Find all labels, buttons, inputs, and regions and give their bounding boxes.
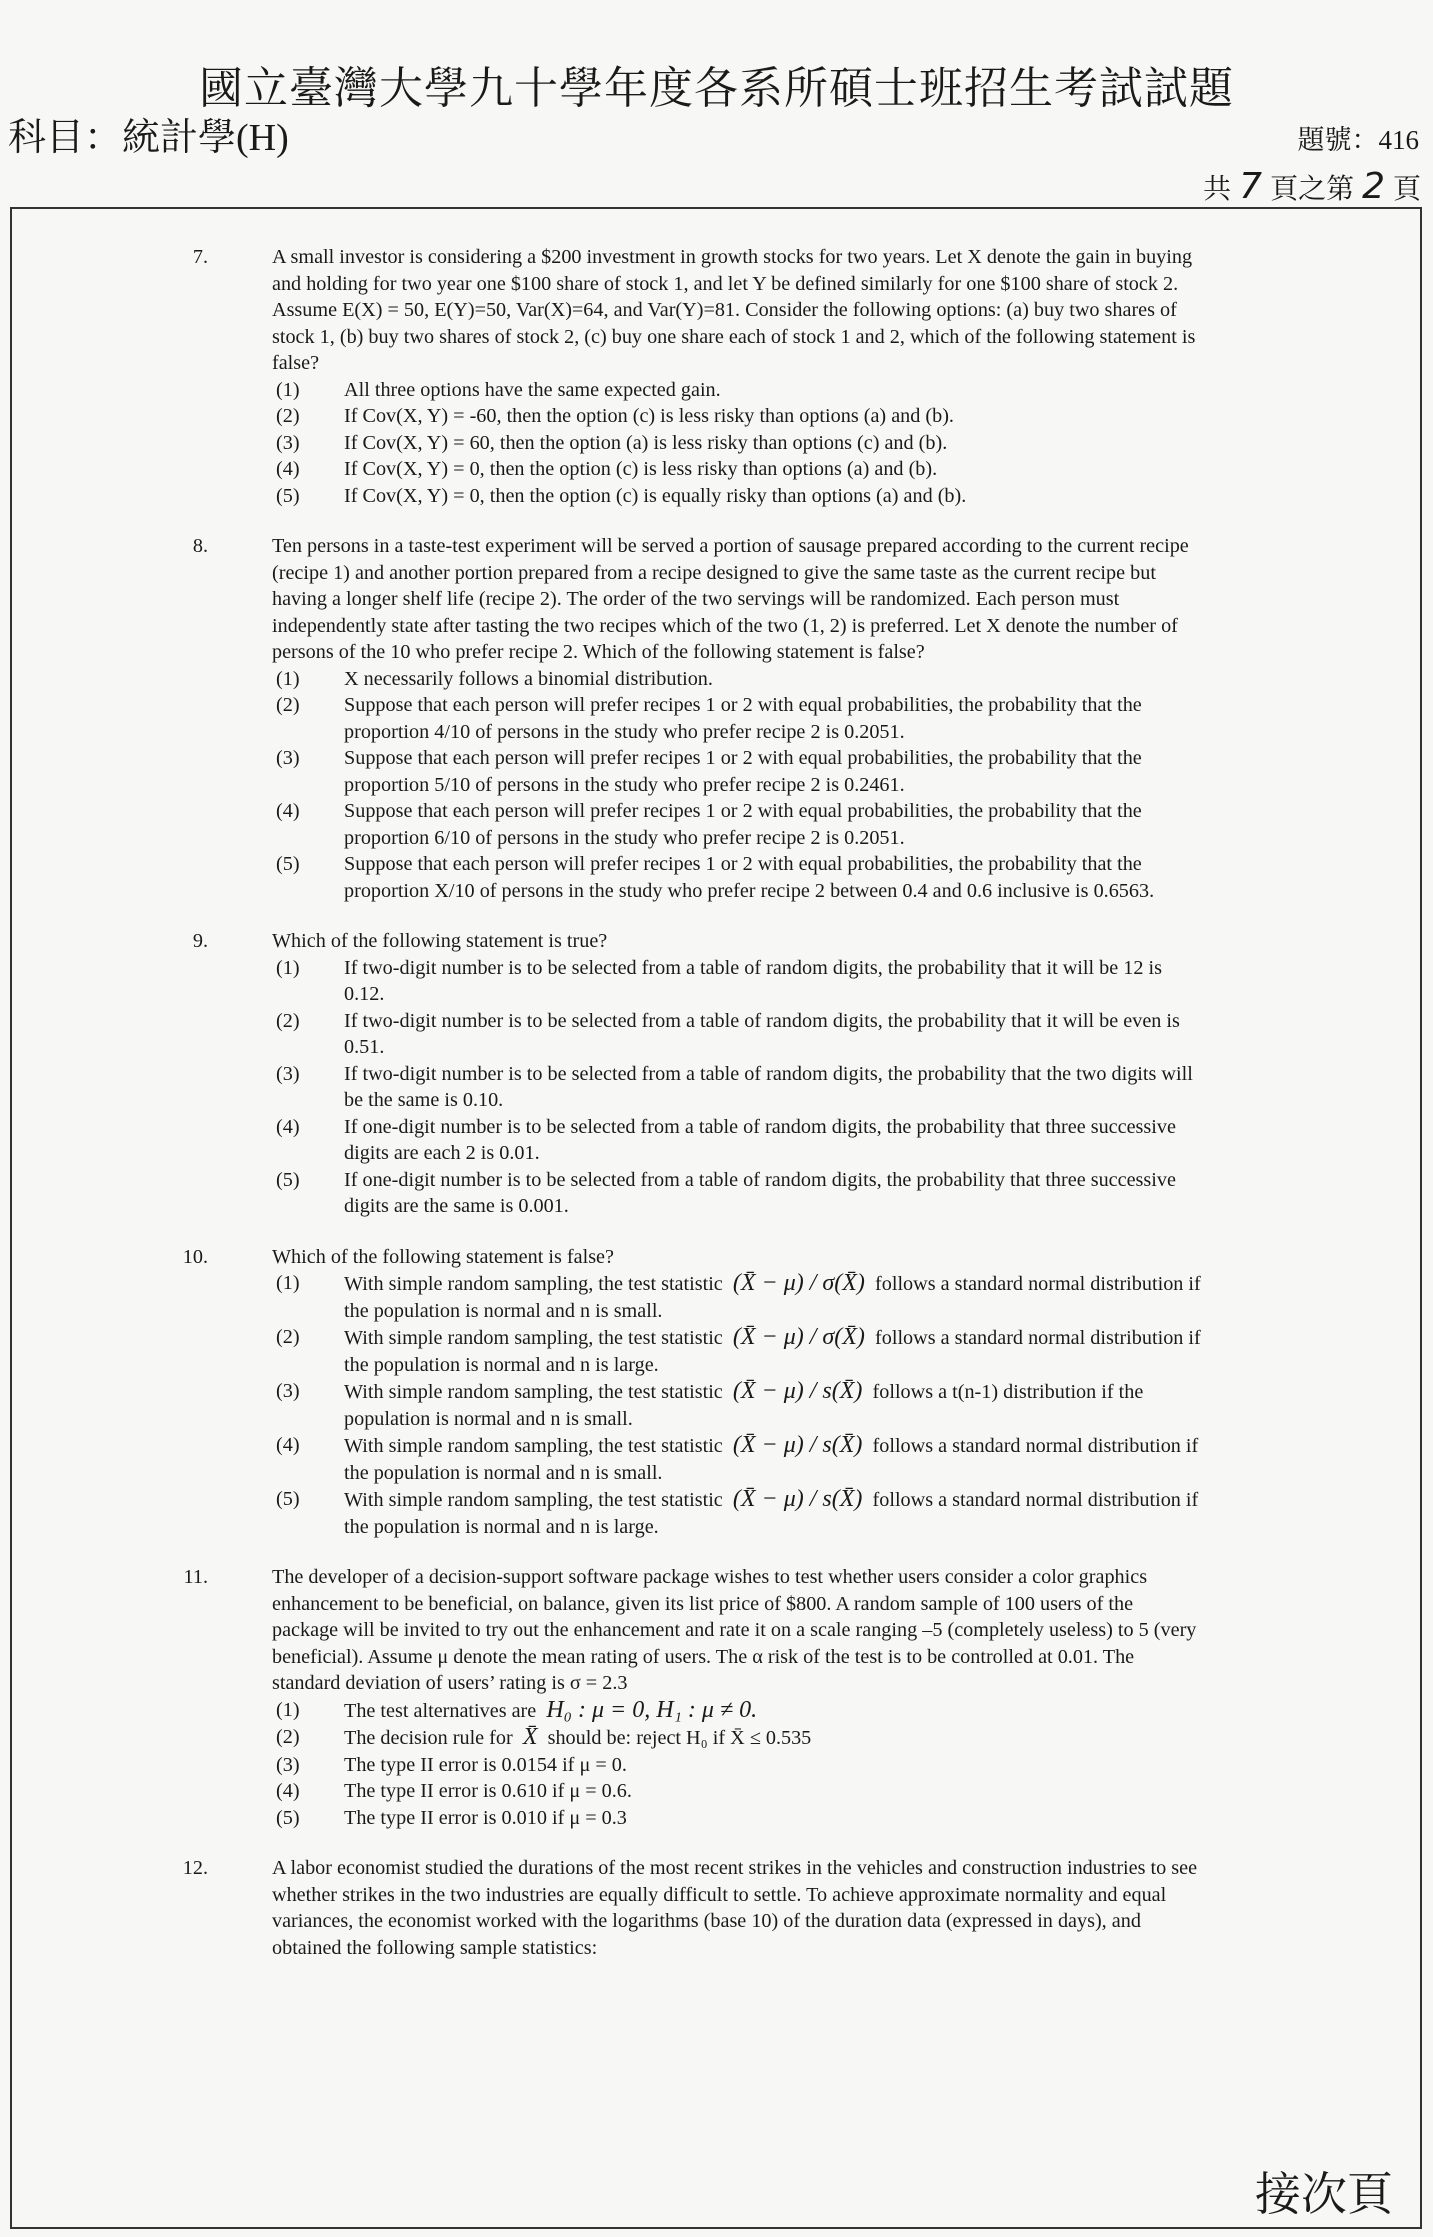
option-text-with-formula: [344, 1378, 1202, 1432]
option-text: Suppose that each person will prefer recipes 1 or 2 with equal probabilities, the probability that the proportion X/10 of persons in the study who prefer recipe 2 between 0.4 and 0.6 inclusive is 0.6563.: [344, 853, 1155, 902]
option-number: (3): [276, 1062, 300, 1085]
option-number: (5): [276, 1168, 300, 1191]
option-number: (2): [276, 405, 300, 427]
option-number: (1): [276, 1698, 300, 1721]
option-text: If Cov(X, Y) = 0, then the option (c) is less risky than options (a) and (b).: [344, 458, 938, 480]
option-number: (5): [276, 484, 300, 507]
option-text-with-formula: [344, 1697, 1202, 1725]
question-10: [182, 1244, 1202, 1541]
option-number: (2): [276, 694, 300, 716]
option-number: (1): [276, 667, 300, 690]
option-text-pre: With simple random sampling, the test statistic: [344, 1327, 723, 1349]
option-item: [276, 745, 1202, 798]
option-number: (5): [276, 1488, 300, 1510]
questions-list: [182, 244, 1202, 1985]
option-text: The type II error is 0.0154 if μ = 0.: [344, 1753, 627, 1776]
question-stem: Which of the following statement is true?: [272, 930, 608, 952]
option-number: (3): [276, 431, 300, 454]
option-text: If two-digit number is to be selected from a table of random digits, the probability that it will be 12 is 0.12.: [344, 956, 1162, 1005]
option-text: The type II error is 0.610 if μ = 0.6.: [344, 1780, 632, 1802]
option-item: [276, 403, 1202, 430]
option-item: [276, 1778, 1202, 1805]
option-number: (4): [276, 458, 300, 480]
question-number-label: 9.: [192, 930, 208, 952]
option-item: [276, 1697, 1202, 1725]
option-item: [276, 851, 1202, 904]
question-number-label: 8.: [192, 535, 208, 557]
option-item: [276, 692, 1202, 745]
formula: X̄: [522, 1724, 538, 1750]
option-text: If Cov(X, Y) = -60, then the option (c) is less risky than options (a) and (b).: [344, 405, 954, 427]
continue-note: 接次頁: [1255, 2167, 1393, 2221]
formula: (X̄ − μ) / s(X̄): [732, 1378, 863, 1404]
option-item: [276, 1270, 1202, 1324]
page-current: 2: [1362, 166, 1385, 207]
exam-title: 國立臺灣大學九十學年度各系所碩士班招生考試試題: [199, 64, 1234, 113]
option-text: If two-digit number is to be selected from a table of random digits, the probability that it will be even is 0.51.: [344, 1009, 1180, 1058]
option-text-post: follows a standard normal distribution if the population is normal and n is small.: [344, 1435, 1199, 1484]
question-number-label: 10.: [182, 1245, 208, 1268]
option-text-with-formula: [344, 1432, 1202, 1486]
option-item: [276, 666, 1202, 693]
question-number: 題號：416: [1297, 125, 1419, 155]
option-text-post: follows a standard normal distribution if the population is normal and n is large.: [344, 1489, 1199, 1538]
page-suffix: 頁: [1392, 174, 1421, 205]
option-text-post: should be: reject H₀ if X̄ ≤ 0.535: [547, 1727, 812, 1749]
option-text: Suppose that each person will prefer recipes 1 or 2 with equal probabilities, the probability that the proportion 5/10 of persons in the study who prefer recipe 2 is 0.2461.: [344, 747, 1142, 796]
question-number-label: 7.: [192, 246, 208, 268]
option-item: [276, 430, 1202, 457]
option-text: If Cov(X, Y) = 60, then the option (a) is less risky than options (c) and (b).: [344, 431, 948, 454]
option-text-post: follows a standard normal distribution if the population is normal and n is small.: [344, 1273, 1201, 1322]
question-stem: A small investor is considering a $200 investment in growth stocks for two years. Let X denote the gain in buying and holding for two year one $100 share of stock 1, and let Y be defined similarly for one $100 share of stock 2. Assume E(X) = 50, E(Y)=50, Var(X)=64, and Var(Y)=81. Consider the following options: (a) buy two shares of stock 1, (b) buy two shares of stock 2, (c) buy one share each of stock 1 and 2, which of the following statement is false?: [272, 246, 1196, 374]
option-text: If one-digit number is to be selected from a table of random digits, the probability that three successive digits are each 2 is 0.01.: [344, 1115, 1176, 1164]
option-text: If two-digit number is to be selected from a table of random digits, the probability that the two digits will be the same is 0.10.: [344, 1062, 1193, 1111]
option-text-pre: With simple random sampling, the test statistic: [344, 1489, 723, 1511]
option-text-pre: The decision rule for: [344, 1727, 513, 1749]
option-item: [276, 456, 1202, 483]
option-text: Suppose that each person will prefer recipes 1 or 2 with equal probabilities, the probability that the proportion 4/10 of persons in the study who prefer recipe 2 is 0.2051.: [344, 694, 1142, 743]
option-number: (2): [276, 1009, 300, 1032]
question-9: [192, 928, 1202, 1220]
option-number: (5): [276, 1806, 300, 1829]
option-item: [276, 1486, 1202, 1540]
formula: (X̄ − μ) / s(X̄): [732, 1432, 863, 1458]
option-number: (1): [276, 956, 300, 979]
option-item: [276, 798, 1202, 851]
question-stem: Ten persons in a taste-test experiment will be served a portion of sausage prepared according to the current recipe (recipe 1) and another portion prepared from a recipe designed to give the same taste as the current recipe but having a longer shelf life (recipe 2). The order of the two servings will be randomized. Each person must independently state after tasting the two recipes which of the two (1, 2) is preferred. Let X denote the number of persons of the 10 who prefer recipe 2. Which of the following statement is false?: [272, 535, 1189, 663]
option-number: (2): [276, 1726, 300, 1748]
option-number: (4): [276, 1115, 300, 1138]
question-11: [183, 1564, 1202, 1831]
question-7: [192, 244, 1202, 509]
option-text-with-formula: [344, 1324, 1202, 1378]
option-text: If one-digit number is to be selected from a table of random digits, the probability that three successive digits are the same is 0.001.: [344, 1168, 1176, 1217]
option-item: [276, 1805, 1202, 1832]
option-text: If Cov(X, Y) = 0, then the option (c) is equally risky than options (a) and (b).: [344, 484, 967, 507]
option-item: [276, 955, 1202, 1008]
formula: (X̄ − μ) / σ(X̄): [732, 1324, 865, 1350]
option-item: [276, 1432, 1202, 1486]
option-number: (1): [276, 378, 300, 401]
option-text-pre: With simple random sampling, the test statistic: [344, 1381, 723, 1403]
option-item: [276, 1324, 1202, 1378]
option-number: (3): [276, 1753, 300, 1776]
option-number: (4): [276, 1780, 300, 1802]
option-number: (5): [276, 853, 300, 875]
option-text-with-formula: [344, 1486, 1202, 1540]
question-stem: Which of the following statement is false?: [272, 1245, 614, 1268]
page-total-prefix: 共: [1203, 174, 1232, 205]
option-text: The type II error is 0.010 if μ = 0.3: [344, 1806, 627, 1829]
option-item: [276, 1378, 1202, 1432]
option-item: [276, 1114, 1202, 1167]
option-item: [276, 483, 1202, 510]
subject-label: 科目：統計學(H): [8, 117, 289, 159]
option-text-pre: With simple random sampling, the test statistic: [344, 1273, 723, 1295]
option-number: (4): [276, 1434, 300, 1456]
option-item: [276, 1061, 1202, 1114]
option-text-with-formula: [344, 1724, 1202, 1752]
option-text: X necessarily follows a binomial distribution.: [344, 667, 713, 690]
option-text: All three options have the same expected gain.: [344, 378, 721, 401]
option-item: [276, 1752, 1202, 1779]
question-8: [192, 533, 1202, 904]
option-text-pre: With simple random sampling, the test statistic: [344, 1435, 723, 1457]
formula: (X̄ − μ) / σ(X̄): [732, 1270, 865, 1296]
option-text-with-formula: [344, 1270, 1202, 1324]
page-mid: 頁之第: [1270, 174, 1355, 205]
question-stem: The developer of a decision-support software package wishes to test whether users consider a color graphics enhancement to be beneficial, on balance, given its list price of $800. A random sample of 100 users of the package will be invited to try out the enhancement and rate it on a scale ranging –5 (completely useless) to 5 (very beneficial). Assume μ denote the mean rating of users. The α risk of the test is to be controlled at 0.01. The standard deviation of users’ rating is σ = 2.3: [272, 1566, 1197, 1694]
option-item: [276, 377, 1202, 404]
question-number-label: 12.: [182, 1857, 208, 1879]
option-number: (3): [276, 747, 300, 769]
option-text-post: follows a standard normal distribution if the population is normal and n is large.: [344, 1327, 1201, 1376]
option-number: (3): [276, 1380, 300, 1402]
question-12: [182, 1855, 1202, 1961]
question-stem: A labor economist studied the durations of the most recent strikes in the vehicles and construction industries to see whether strikes in the two industries are equally difficult to settle. To achieve approximate normality and equal variances, the economist worked with the logarithms (base 10) of the duration data (expressed in days), and obtained the following sample statistics:: [272, 1857, 1198, 1959]
option-number: (2): [276, 1326, 300, 1348]
option-number: (4): [276, 800, 300, 822]
option-item: [276, 1008, 1202, 1061]
option-text: Suppose that each person will prefer recipes 1 or 2 with equal probabilities, the probability that the proportion 6/10 of persons in the study who prefer recipe 2 is 0.2051.: [344, 800, 1142, 849]
option-number: (1): [276, 1272, 300, 1294]
question-number-label: 11.: [183, 1566, 208, 1588]
formula: (X̄ − μ) / s(X̄): [732, 1486, 863, 1512]
page-info: [1203, 166, 1421, 207]
page-total: 7: [1239, 166, 1263, 207]
option-text-post: follows a t(n-1) distribution if the population is normal and n is small.: [344, 1381, 1144, 1430]
option-item: [276, 1724, 1202, 1752]
option-text-pre: The test alternatives are: [344, 1699, 537, 1722]
formula: H₀ : μ = 0, H₁ : μ ≠ 0.: [546, 1696, 758, 1723]
option-item: [276, 1167, 1202, 1220]
